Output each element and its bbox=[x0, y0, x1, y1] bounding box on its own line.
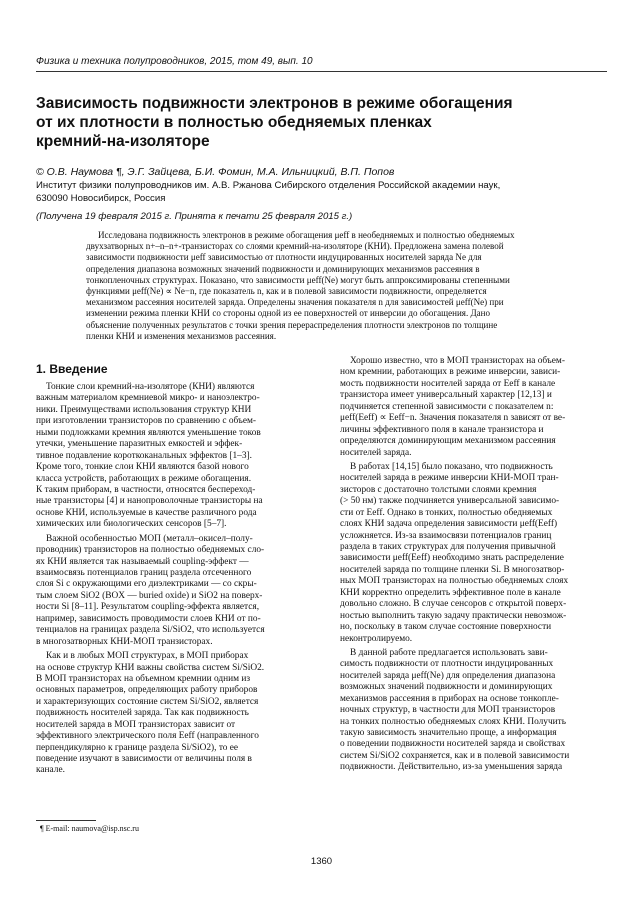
text-line: канале. bbox=[36, 765, 65, 776]
text-line: поведение изучают в зависимости от величины поля в bbox=[36, 754, 252, 764]
footnote: ¶ E-mail: naumova@isp.nsc.ru bbox=[40, 824, 139, 833]
abstract-line: определения диапазона возможных значений подвижности и доминирующих механизмов рассеяния в bbox=[86, 263, 480, 274]
text-line: зисторов с достаточно толстыми слоями кремния bbox=[340, 484, 537, 495]
text-line: о поведении подвижности носителей заряда и свойствах bbox=[340, 739, 566, 750]
text-line: В МОП транзисторах на объемном кремнии одним из bbox=[36, 673, 251, 684]
text-line: носителей заряда. bbox=[340, 447, 412, 458]
text-line: ночных структур, в частности для МОП транзисторов bbox=[340, 705, 556, 716]
text-line: тивное подавление короткоканальных эффектов [1–3]. bbox=[36, 450, 252, 461]
text-line: на тонких полностью обедняемых слоях КНИ. Получить bbox=[340, 716, 566, 727]
text-line: неконтролируемо. bbox=[340, 633, 413, 644]
footnote-rule bbox=[36, 820, 96, 821]
text-line: подвижность носителей заряда. Так как подвижность bbox=[36, 708, 249, 719]
text-line: такую зависимость значительно проще, а информация bbox=[340, 728, 557, 738]
text-line: ностью выполнить такую задачу практически невозмож- bbox=[340, 610, 567, 621]
abstract-line: тонкопленочных структурах. Показано, что зависимости μeff(Ne) могут быть аппроксимированы степенными bbox=[86, 274, 510, 285]
text-line: ные транзисторы [4] и нанопроволочные транзисторы на bbox=[36, 496, 263, 507]
text-line: на основе структур КНИ важны свойства систем Si/SiO2. bbox=[36, 662, 265, 673]
text-line: проводник) транзисторов на полностью обедняемых сло- bbox=[36, 545, 265, 556]
text-line: слоях КНИ задача определения зависимости μeff(Eeff) bbox=[340, 519, 558, 530]
title-line: кремний-на-изоляторе bbox=[36, 133, 210, 150]
text-line: носителей заряда μeff(Ne) для определения диапазона bbox=[340, 670, 556, 681]
text-line: Кроме того, тонкие слои КНИ являются базой нового bbox=[36, 462, 249, 473]
text-line: транзистора имеет универсальный характер [12,13] и bbox=[340, 390, 552, 401]
text-line: класса устройств, работающих в режиме обогащения. bbox=[36, 473, 252, 484]
text-line: химических или биологических сенсоров [5–7]. bbox=[36, 519, 227, 530]
section-title: 1. Введение bbox=[36, 362, 108, 376]
text-line: ях КНИ является так называемый coupling-эффект — bbox=[36, 556, 249, 567]
text-line: подвижности. Действительно, из-за уменьшения заряда bbox=[340, 762, 563, 773]
title-line: Зависимость подвижности электронов в режиме обогащения bbox=[36, 95, 513, 112]
text-line: довольно сложно. В случае сенсоров с открытой поверх- bbox=[340, 599, 567, 610]
affiliation-line: 630090 Новосибирск, Россия bbox=[36, 192, 166, 204]
text-line: тым слоем SiO2 (BOX — buried oxide) и SiO2 на поверх- bbox=[36, 590, 263, 601]
text-line: например, зависимость проводимости слоев КНИ от по- bbox=[36, 613, 261, 624]
text-line: Хорошо известно, что в МОП транзисторах на объем- bbox=[350, 356, 565, 366]
text-line: носителей заряда по толщине пленки Si. В многозатвор- bbox=[340, 564, 565, 575]
text-line: ники. Преимуществами использования структур КНИ bbox=[36, 404, 252, 415]
text-line: μeff(Eeff) ∝ Eeff−n. Значения показателя n зависят от ве- bbox=[340, 413, 566, 424]
text-line: но, поскольку в таком случае состояние поверхности bbox=[340, 622, 552, 633]
text-line: утечки, уменьшение паразитных емкостей и эффек- bbox=[36, 439, 243, 450]
text-line: ном кремнии, работающих в режиме инверсии, зависи- bbox=[340, 367, 561, 378]
text-line: при изготовлении транзисторов по сравнению с объем- bbox=[36, 416, 257, 427]
affiliation bbox=[36, 180, 500, 205]
received-dates: (Получена 19 февраля 2015 г. Принята к печати 25 февраля 2015 г.) bbox=[36, 211, 353, 222]
text-line: перпендикулярно к границе раздела Si/SiO2), то ее bbox=[36, 742, 239, 753]
abstract-line: изменении режима пленки КНИ со стороны одной из ее поверхностей от инверсии до обогащения. Дано bbox=[86, 308, 491, 319]
text-line: ными подложками кремния являются уменьшение токов bbox=[36, 427, 261, 438]
text-line: Важной особенностью МОП (металл–окисел–полу- bbox=[46, 533, 253, 544]
text-line: (> 50 нм) также подчиняется универсальной зависимо- bbox=[340, 496, 560, 507]
header-rule bbox=[36, 71, 607, 72]
text-line: ности Si [8–11]. Результатом coupling-эффекта является, bbox=[36, 602, 260, 613]
text-line: Тонкие слои кремний-на-изоляторе (КНИ) являются bbox=[46, 382, 255, 392]
abstract-line: двухзатворных n+–n–n+-транзисторах со слоями кремний-на-изоляторе (КНИ). Предложена замена полевой bbox=[86, 241, 504, 252]
text-line: В работах [14,15] было показано, что подвижность bbox=[350, 461, 553, 472]
text-line: подчиняется степенной зависимости с показателем n: bbox=[340, 401, 554, 412]
text-line: возможных значений подвижности и доминирующих bbox=[340, 682, 553, 693]
text-line: определяются доминирующим механизмом рассеяния bbox=[340, 436, 556, 447]
left-column bbox=[36, 356, 300, 777]
text-line: К таким приборам, в частности, относятся беспереход- bbox=[36, 484, 256, 495]
text-line: важным материалом кремниевой микро- и наноэлектро- bbox=[36, 393, 260, 404]
abstract-line: зависимости подвижности μeff зависимостью от плотности индуцированных носителей заряда Ne для bbox=[86, 252, 482, 263]
text-line: носителей заряда в режиме инверсии КНИ-МОП тран- bbox=[340, 473, 559, 484]
text-line: зависимости μeff(Eeff) необходимо знать распределение bbox=[340, 553, 564, 564]
text-line: слоя Si с окружающими его диэлектриками — со скры- bbox=[36, 579, 257, 590]
text-line: эффективного электрического поля Eeff (направленного bbox=[36, 731, 259, 742]
text-line: носителей заряда в МОП транзисторах зависит от bbox=[36, 719, 236, 730]
text-line: личины эффективного поля в канале транзистора и bbox=[340, 424, 544, 435]
paper-title bbox=[36, 94, 607, 151]
text-line: основе КНИ, используемые в качестве различного рода bbox=[36, 507, 257, 518]
text-line: систем Si/SiO2 сохраняется, как и в полевой зависимости bbox=[340, 750, 570, 761]
affiliation-line: Институт физики полупроводников им. А.В. Ржанова Сибирского отделения Российской академии наук, bbox=[36, 180, 501, 191]
right-column bbox=[340, 356, 608, 774]
text-line: сти от Eeff. Однако в тонких, полностью обедняемых bbox=[340, 507, 553, 518]
text-line: и характеризующих состояние систем Si/SiO2, является bbox=[36, 696, 259, 707]
authors: © О.В. Наумова ¶, Э.Г. Зайцева, Б.И. Фомин, М.А. Ильницкий, В.П. Попов bbox=[36, 166, 395, 178]
text-line: ных МОП транзисторах на полностью обедняемых слоях bbox=[340, 576, 569, 587]
text-line: механизмов рассеяния в приборах на основе тонкопле- bbox=[340, 693, 559, 704]
journal-header: Физика и техника полупроводников, 2015, том 49, вып. 10 bbox=[36, 56, 313, 67]
abstract-line: функциями μeff(Ne) ∝ Ne−n, где показатель n, как и в полевой зависимости подвижности, определяется bbox=[86, 286, 487, 297]
text-line: усложняется. Из-за взаимосвязи потенциалов границ bbox=[340, 530, 552, 541]
text-line: основных параметров, определяющих работу приборов bbox=[36, 685, 258, 696]
abstract bbox=[86, 230, 572, 342]
text-line: взаимосвязь потенциалов границ раздела отсеченного bbox=[36, 568, 252, 578]
page-number: 1360 bbox=[310, 856, 333, 867]
text-line: мость подвижности носителей заряда от Eeff в канале bbox=[340, 378, 556, 389]
text-line: В данной работе предлагается использовать зави- bbox=[350, 647, 548, 658]
text-line: в многозатворных КНИ-МОП транзисторах. bbox=[36, 636, 213, 647]
text-line: раздела в таких структурах для получения привычной bbox=[340, 542, 556, 552]
abstract-line: механизмом рассеяния носителей заряда. Определены значения показателя n для зависимостей μeff(Ne) при bbox=[86, 297, 504, 308]
text-line: КНИ корректно определить эффективное поле в канале bbox=[340, 587, 561, 598]
text-line: Как и в любых МОП структурах, в МОП приборах bbox=[46, 651, 249, 662]
title-line: от их плотности в полностью обедняемых пленках bbox=[36, 114, 432, 131]
abstract-line: пленки КНИ и изменения механизмов рассеяния. bbox=[86, 330, 277, 341]
text-line: симость подвижности от плотности индуцированных bbox=[340, 659, 554, 670]
abstract-line: объяснение полученных результатов с точки зрения перераспределения плотности электронов по толщине bbox=[86, 319, 498, 330]
text-line: тенциалов на границах раздела Si/SiO2, что используется bbox=[36, 625, 265, 636]
abstract-line: Исследована подвижность электронов в режиме обогащения μeff в необедняемых и полностью обедняемых bbox=[98, 230, 515, 240]
